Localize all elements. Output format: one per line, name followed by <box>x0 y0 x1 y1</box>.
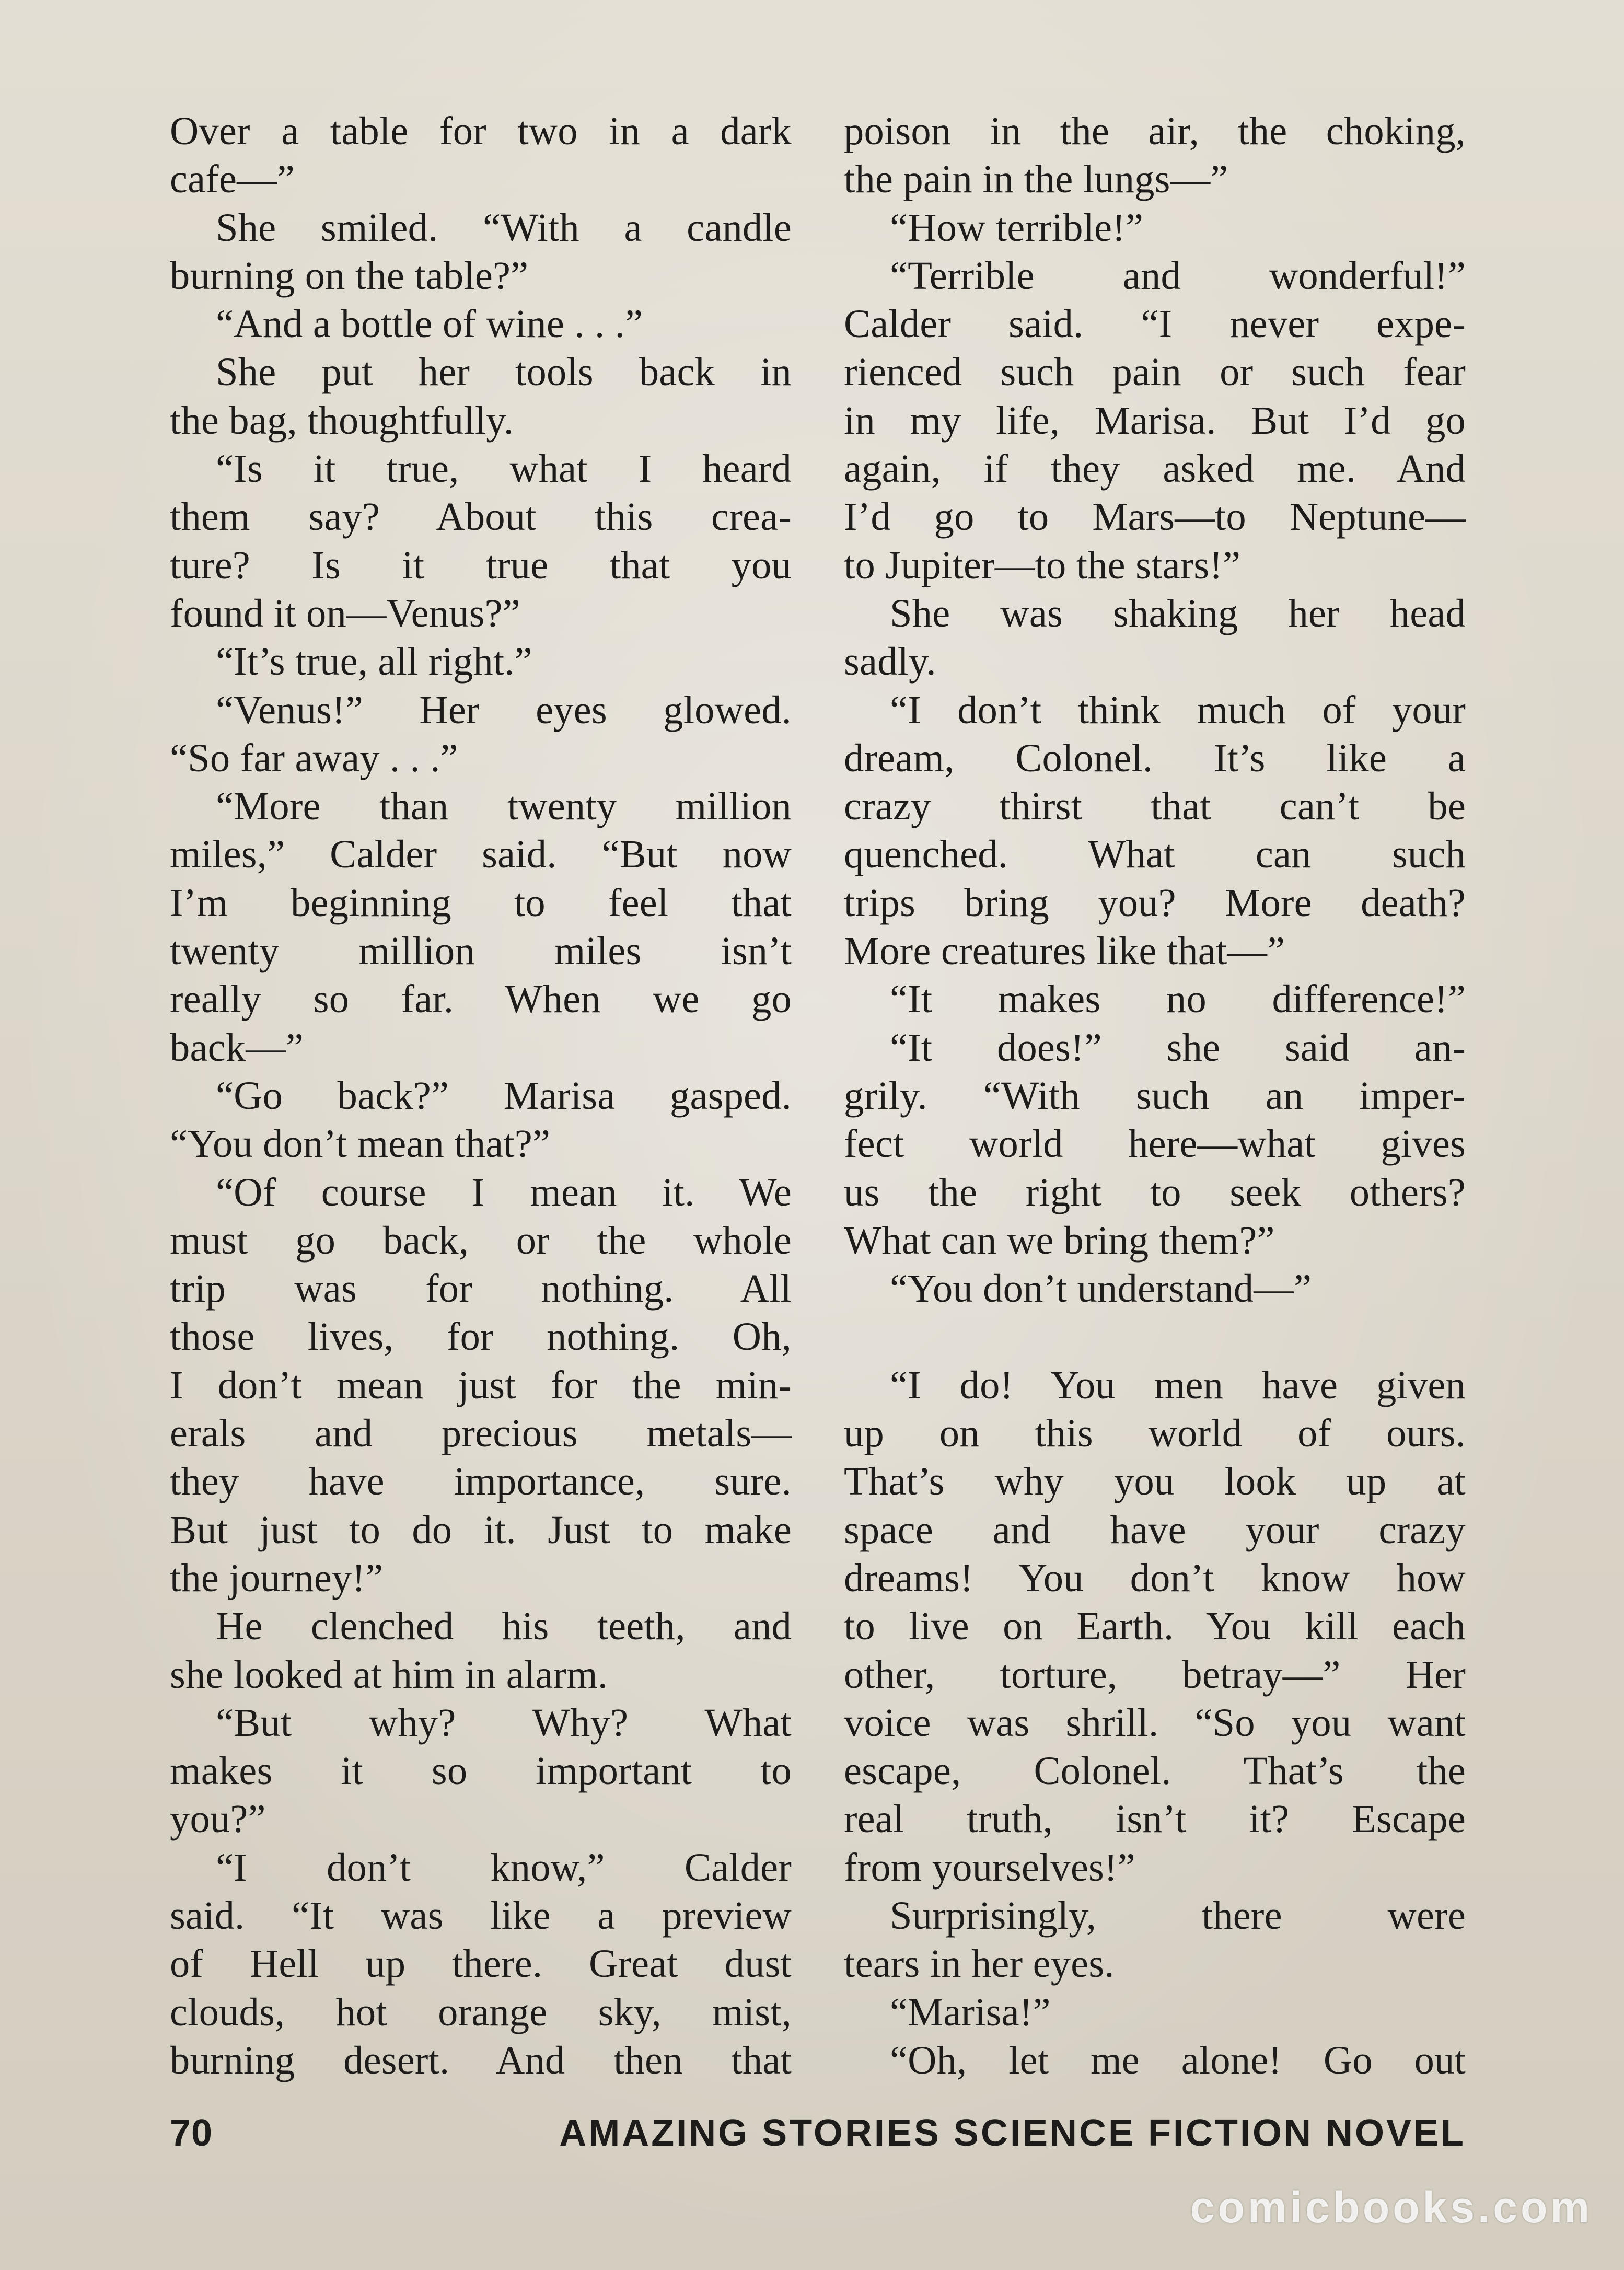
text-line: “Is it true, what I heard <box>216 446 792 491</box>
text-line: ture? Is it true that you <box>170 542 792 587</box>
text-line: must go back, or the whole <box>170 1218 792 1263</box>
text-line: “It’s true, all right.” <box>216 639 532 684</box>
text-line: She smiled. “With a candle <box>216 205 792 250</box>
text-line: “I don’t know,” Calder <box>216 1845 792 1890</box>
text-line: up on this world of ours. <box>844 1411 1466 1456</box>
text-line: erals and precious metals— <box>170 1411 792 1456</box>
text-line: I’d go to Mars—to Neptune— <box>844 494 1466 539</box>
text-line: space and have your crazy <box>844 1507 1466 1552</box>
text-line: back—” <box>170 1025 304 1070</box>
text-line: “I don’t think much of your <box>890 687 1466 732</box>
text-line: the bag, thoughtfully. <box>170 398 514 443</box>
text-line: us the right to seek others? <box>844 1169 1466 1214</box>
text-line: said. “It was like a preview <box>170 1893 792 1938</box>
text-line: dream, Colonel. It’s like a <box>844 735 1466 780</box>
text-column-right <box>844 107 1466 2084</box>
text-line: “It makes no difference!” <box>890 977 1466 1022</box>
text-line: them say? About this crea- <box>170 494 792 539</box>
text-line: What can we bring them?” <box>844 1218 1275 1263</box>
text-line: really so far. When we go <box>170 977 792 1022</box>
page-number: 70 <box>170 2112 213 2154</box>
text-line: crazy thirst that can’t be <box>844 784 1466 829</box>
text-line: sadly. <box>844 639 936 684</box>
text-line: real truth, isn’t it? Escape <box>844 1797 1466 1842</box>
page-footer <box>170 2107 1466 2159</box>
text-line: tears in her eyes. <box>844 1941 1115 1986</box>
text-line: found it on—Venus?” <box>170 590 520 635</box>
text-line: miles,” Calder said. “But now <box>170 832 792 877</box>
text-line: “Go back?” Marisa gasped. <box>216 1073 792 1118</box>
text-line: trips bring you? More death? <box>844 880 1466 925</box>
text-line: again, if they asked me. And <box>844 446 1466 491</box>
text-line: “How terrible!” <box>890 205 1144 250</box>
text-line: quenched. What can such <box>844 832 1466 877</box>
text-line: He clenched his teeth, and <box>216 1604 792 1649</box>
text-line: “I do! You men have given <box>890 1362 1466 1407</box>
text-line: “Terrible and wonderful!” <box>890 253 1466 298</box>
text-line: But just to do it. Just to make <box>170 1507 792 1552</box>
text-line: “More than twenty million <box>216 784 792 829</box>
text-line: in my life, Marisa. But I’d go <box>844 398 1466 443</box>
text-line: “You don’t understand—” <box>890 1266 1312 1311</box>
text-line: burning desert. And then that <box>170 2037 792 2082</box>
text-line: I’m beginning to feel that <box>170 880 792 925</box>
text-line: those lives, for nothing. Oh, <box>170 1314 792 1359</box>
text-line: escape, Colonel. That’s the <box>844 1748 1466 1793</box>
text-line: cafe—” <box>170 157 295 202</box>
text-line: to live on Earth. You kill each <box>844 1604 1466 1649</box>
text-line: trip was for nothing. All <box>170 1266 792 1311</box>
text-line: She was shaking her head <box>890 590 1466 635</box>
text-line: from yourselves!” <box>844 1845 1135 1890</box>
text-line: “And a bottle of wine . . .” <box>216 302 643 346</box>
text-line: of Hell up there. Great dust <box>170 1941 792 1986</box>
text-line: grily. “With such an imper- <box>844 1073 1466 1118</box>
text-line: rienced such pain or such fear <box>844 350 1466 395</box>
text-line: dreams! You don’t know how <box>844 1555 1466 1600</box>
text-line: she looked at him in alarm. <box>170 1652 608 1697</box>
text-line: More creatures like that—” <box>844 929 1285 974</box>
watermark-text: comicbooks.com <box>1190 2183 1593 2232</box>
text-line: poison in the air, the choking, <box>844 109 1466 153</box>
text-line: She put her tools back in <box>216 350 792 395</box>
text-line: they have importance, sure. <box>170 1459 792 1504</box>
text-line: burning on the table?” <box>170 253 529 298</box>
text-line: “It does!” she said an- <box>890 1025 1466 1070</box>
text-line: you?” <box>170 1797 266 1842</box>
text-column-left <box>170 107 792 2084</box>
text-line <box>844 1313 1466 1361</box>
text-line: I don’t mean just for the min- <box>170 1362 792 1407</box>
running-title: AMAZING STORIES SCIENCE FICTION NOVEL <box>559 2112 1466 2154</box>
text-line: twenty million miles isn’t <box>170 929 792 974</box>
text-line: “Oh, let me alone! Go out <box>890 2037 1466 2082</box>
text-line: the journey!” <box>170 1555 384 1600</box>
text-line: That’s why you look up at <box>844 1459 1466 1504</box>
text-line: Surprisingly, there were <box>890 1893 1466 1938</box>
text-line: Over a table for two in a dark <box>170 109 792 153</box>
text-line: clouds, hot orange sky, mist, <box>170 1989 792 2034</box>
text-line: “You don’t mean that?” <box>170 1121 551 1166</box>
text-line: “So far away . . .” <box>170 735 458 780</box>
text-line: “Venus!” Her eyes glowed. <box>216 687 792 732</box>
text-line: “But why? Why? What <box>216 1700 792 1745</box>
text-line: fect world here—what gives <box>844 1121 1466 1166</box>
text-line: to Jupiter—to the stars!” <box>844 542 1241 587</box>
text-line: Calder said. “I never expe- <box>844 302 1466 346</box>
text-line: other, torture, betray—” Her <box>844 1652 1466 1697</box>
text-line: “Marisa!” <box>890 1989 1051 2034</box>
text-line: voice was shrill. “So you want <box>844 1700 1466 1745</box>
text-line: the pain in the lungs—” <box>844 157 1228 202</box>
text-line: makes it so important to <box>170 1748 792 1793</box>
text-line: “Of course I mean it. We <box>216 1169 792 1214</box>
